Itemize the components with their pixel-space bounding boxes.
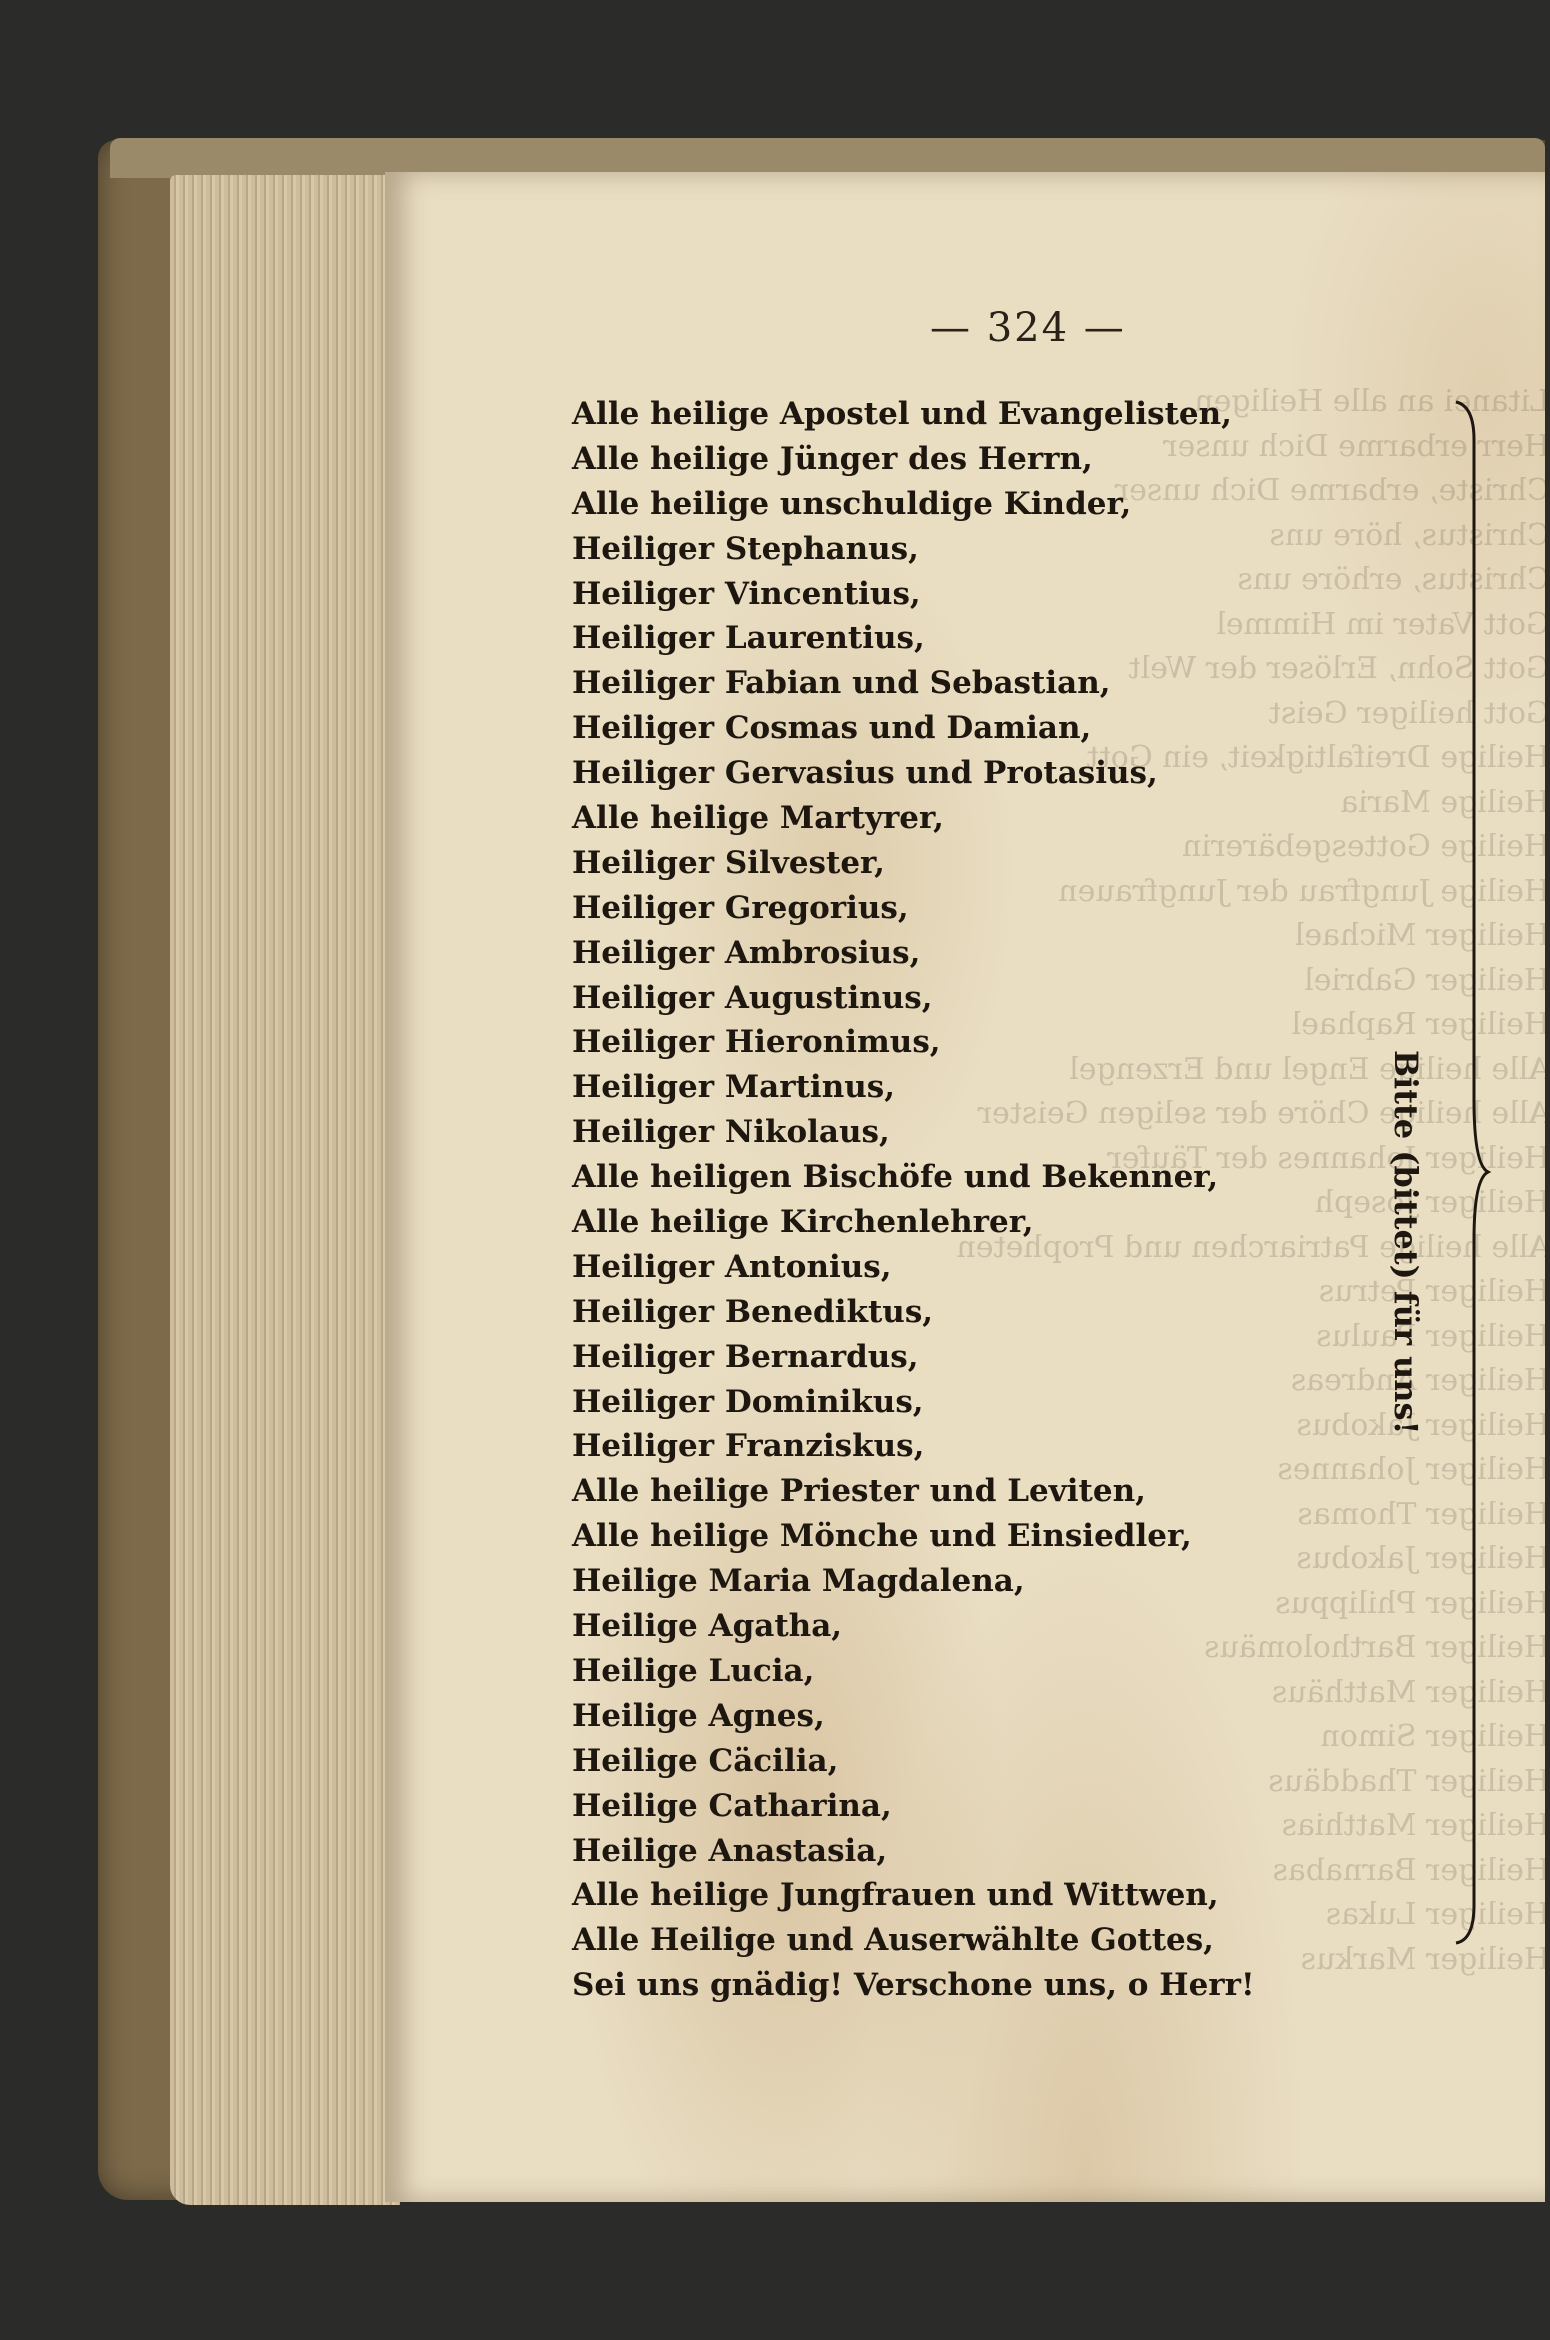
litany-line: Heiliger Benediktus,: [572, 1293, 934, 1330]
litany-line: Heilige Agnes,: [572, 1697, 825, 1734]
litany-line: Heiliger Gervasius und Protasius,: [572, 755, 1158, 792]
litany-line: Heiliger Stephanus,: [572, 530, 919, 567]
curly-brace-icon: [1452, 400, 1492, 1945]
litany-line: Heilige Maria Magdalena,: [572, 1563, 1025, 1600]
litany-line: Alle Heilige und Auserwählte Gottes,: [572, 1922, 1214, 1959]
litany-line: Heiliger Nikolaus,: [572, 1114, 890, 1151]
litany-line: Heiliger Vincentius,: [572, 575, 921, 612]
litany-line: Heilige Anastasia,: [572, 1832, 888, 1869]
litany-line: Heiliger Antonius,: [572, 1248, 892, 1285]
litany-line: Heiliger Ambrosius,: [572, 934, 921, 971]
litany-line: Heiliger Fabian und Sebastian,: [572, 665, 1111, 702]
litany-text: [572, 392, 1272, 2008]
litany-line: Alle heilige Mönche und Einsiedler,: [572, 1518, 1192, 1555]
litany-response: Bitte (bittet) für uns!: [1387, 1050, 1425, 1435]
litany-line: Alle heilige unschuldige Kinder,: [572, 485, 1132, 522]
litany-line: Heiliger Gregorius,: [572, 889, 909, 926]
litany-line: Heilige Cäcilia,: [572, 1742, 839, 1779]
litany-line: Alle heilige Apostel und Evangelisten,: [572, 396, 1232, 432]
litany-line: Heiliger Laurentius,: [572, 620, 925, 657]
litany-line: Alle heilige Jungfrauen und Wittwen,: [572, 1877, 1219, 1914]
litany-line: Heiliger Dominikus,: [572, 1383, 924, 1420]
litany-line: Heiliger Augustinus,: [572, 979, 933, 1016]
page-edges: [170, 175, 400, 2205]
litany-line: Heiliger Hieronimus,: [572, 1024, 941, 1061]
litany-line: Alle heilige Kirchenlehrer,: [572, 1204, 1034, 1241]
litany-line: Heilige Agatha,: [572, 1608, 843, 1645]
litany-line: Alle heiligen Bischöfe und Bekenner,: [572, 1159, 1219, 1196]
show-through-text: Litanei an alle Heiligen Herr erbarme Dich unser Christe, erbarme Dich unser Christus, höre uns Christus, erhöre uns Gott Vater im Himmel Gott Sohn, Erlöser der Welt Gott heiliger Geist Heilige Dreifaltigkeit, ein Gott Heilige Maria Heilige Gottesgebärerin Heilige Jungfrau der Jungfrauen Heiliger Michael Heiliger Gabriel Heiliger Raphael Alle heilige Engel und Erzengel Alle heilige Chöre der seligen Geister Heiliger Johannes der Täufer Heiliger Joseph Alle heilige Patriarchen und Propheten Heiliger Petrus Heiliger Paulus Heiliger Andreas Heiliger Jakobus Heiliger Johannes Heiliger Thomas Heiliger Jakobus Heiliger Philippus Heiliger Bartholomäus Heiliger Matthäus Heiliger Simon Heiliger Thaddäus Heiliger Matthias Heiliger Barnabas Heiliger Lukas Heiliger Markus: [956, 384, 1550, 1977]
litany-line: Heilige Catharina,: [572, 1787, 892, 1824]
litany-line: Heiliger Bernardus,: [572, 1338, 919, 1375]
litany-line: Heilige Lucia,: [572, 1652, 815, 1689]
litany-line: Heiliger Cosmas und Damian,: [572, 710, 1092, 747]
litany-line: Alle heilige Martyrer,: [572, 800, 944, 837]
litany-line: Heiliger Silvester,: [572, 844, 885, 881]
page-number: — 324 —: [930, 305, 1126, 351]
litany-line: Alle heilige Jünger des Herrn,: [572, 440, 1093, 477]
litany-line: Heiliger Franziskus,: [572, 1428, 925, 1465]
litany-line: Heiliger Martinus,: [572, 1069, 896, 1106]
litany-line: Alle heilige Priester und Leviten,: [572, 1473, 1146, 1510]
litany-line: Sei uns gnädig! Verschone uns, o Herr!: [572, 1967, 1255, 2004]
